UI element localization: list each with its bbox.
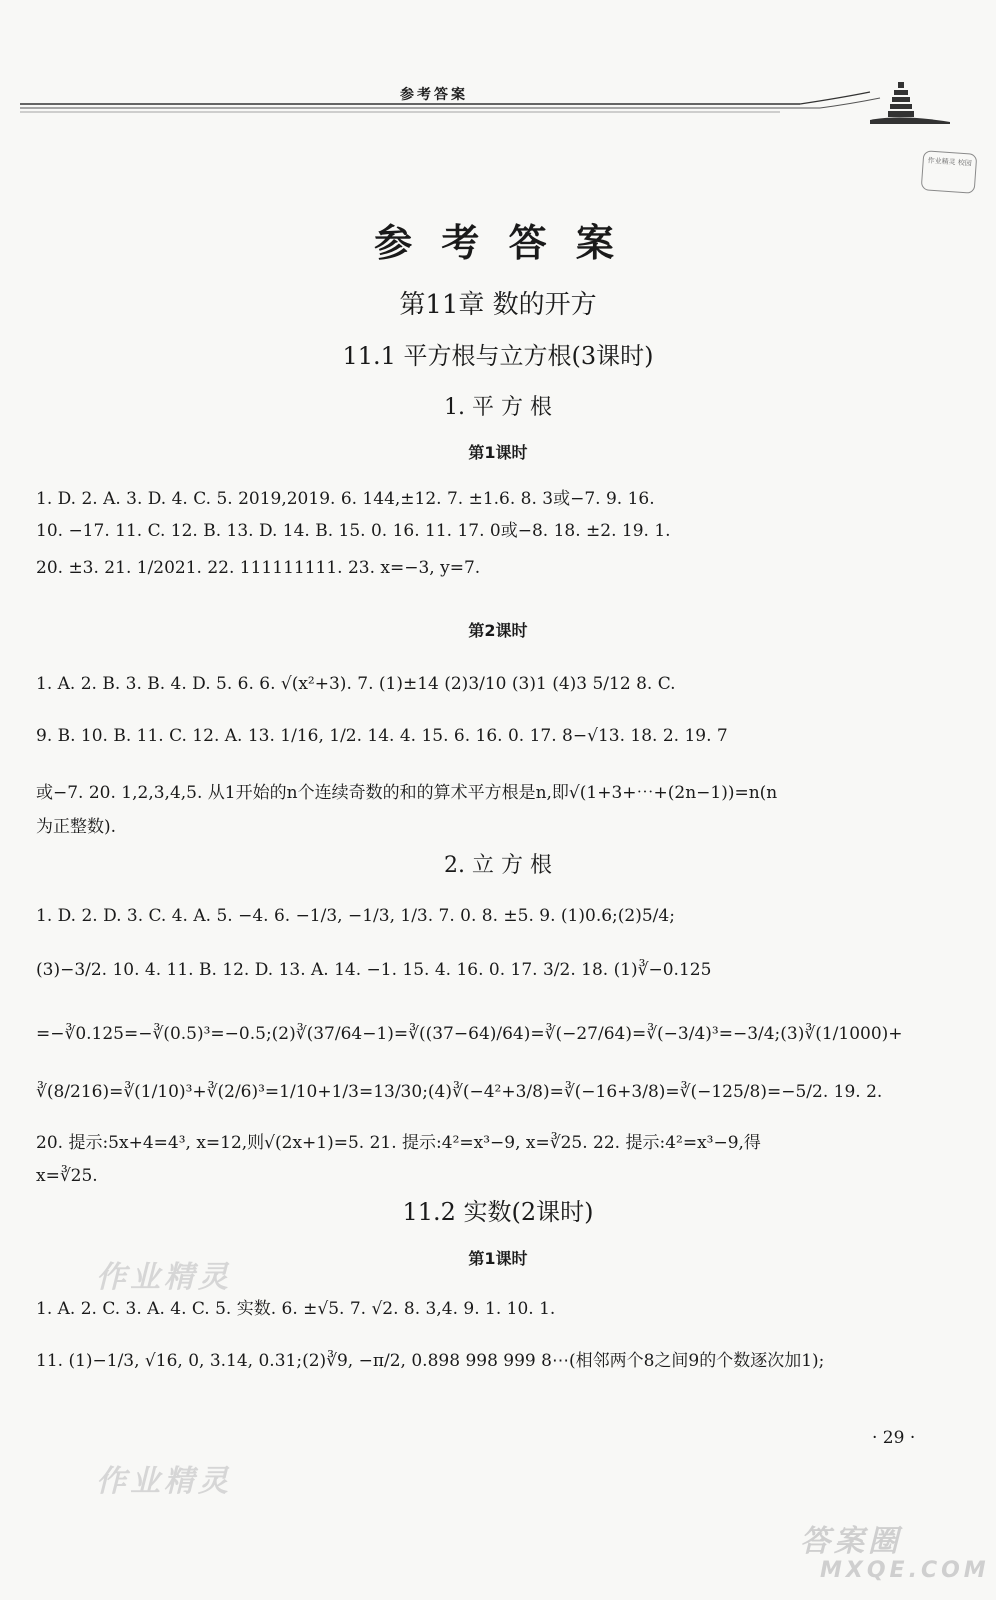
watermark-site: MXQE.COM (820, 1558, 990, 1583)
answer-line: 11. (1)−1/3, √16, 0, 3.14, 0.31;(2)∛9, −π/2, 0.898 998 999 8⋯(相邻两个8之间9的个数逐次加1); (36, 1351, 825, 1371)
answer-line: 1. D. 2. A. 3. D. 4. C. 5. 2019,2019. 6. 144,±12. 7. ±1.6. 8. 3或−7. 9. 16. (36, 489, 655, 509)
pagoda-icon (870, 82, 950, 124)
answer-line: (3)−3/2. 10. 4. 11. B. 12. D. 13. A. 14. −1. 15. 4. 16. 0. 17. 3/2. 18. (1)∛−0.125 (36, 960, 712, 980)
answer-line: x=∛25. (36, 1166, 98, 1186)
page-number: · 29 · (872, 1428, 916, 1448)
subsection-cube-root: 2. 立 方 根 (444, 853, 552, 878)
answer-line: 10. −17. 11. C. 12. B. 13. D. 14. B. 15. 0. 16. 11. 17. 0或−8. 18. ±2. 19. 1. (36, 521, 671, 541)
answer-line: 1. D. 2. D. 3. C. 4. A. 5. −4. 6. −1/3, −1/3, 1/3. 7. 0. 8. ±5. 9. (1)0.6;(2)5/4; (36, 906, 675, 926)
running-head: 参考答案 (400, 87, 468, 103)
answer-line: =−∛0.125=−∛(0.5)³=−0.5;(2)∛(37/64−1)=∛((37−64)/64)=∛(−27/64)=∛(−3/4)³=−3/4;(3)∛(1/1000)+ (36, 1024, 903, 1044)
chapter-title: 第11章 数的开方 (399, 290, 597, 320)
answer-line: 或−7. 20. 1,2,3,4,5. 从1开始的n个连续奇数的和的算术平方根是n,即√(1+3+⋯+(2n−1))=n(n (36, 783, 778, 803)
answer-line: 20. ±3. 21. 1/2021. 22. 111111111. 23. x=−3, y=7. (36, 558, 481, 578)
watermark: 作业精灵 (96, 1260, 232, 1295)
subsection-square-root: 1. 平 方 根 (444, 395, 552, 420)
page-title: 参 考 答 案 (374, 220, 622, 265)
watermark: 作业精灵 (96, 1464, 232, 1499)
section-title-11-2: 11.2 实数(2课时) (402, 1198, 594, 1226)
answer-line: 1. A. 2. C. 3. A. 4. C. 5. 实数. 6. ±√5. 7. √2. 8. 3,4. 9. 1. 10. 1. (36, 1299, 556, 1319)
answer-line: 1. A. 2. B. 3. B. 4. D. 5. 6. 6. √(x²+3). 7. (1)±14 (2)3/10 (3)1 (4)3 5/12 8. C. (36, 674, 676, 694)
lesson-heading: 第1课时 (468, 443, 528, 462)
header-decoration (20, 78, 960, 138)
answer-line: ∛(8/216)=∛(1/10)³+∛(2/6)³=1/10+1/3=13/30;(4)∛(−4²+3/8)=∛(−16+3/8)=∛(−125/8)=−5/2. 19. 2. (36, 1082, 883, 1102)
answer-line: 9. B. 10. B. 11. C. 12. A. 13. 1/16, 1/2. 14. 4. 15. 6. 16. 0. 17. 8−√13. 18. 2. 19. 7 (36, 726, 728, 746)
answer-line: 为正整数). (36, 817, 117, 837)
lesson-heading: 第2课时 (468, 621, 528, 640)
section-title-11-1: 11.1 平方根与立方根(3课时) (342, 342, 654, 370)
homework-stamp: 作业精灵 校园 (921, 150, 978, 194)
lesson-heading: 第1课时 (468, 1249, 528, 1268)
answer-line: 20. 提示:5x+4=4³, x=12,则√(2x+1)=5. 21. 提示:4²=x³−9, x=∛25. 22. 提示:4²=x³−9,得 (36, 1133, 761, 1153)
watermark-logo: 答案圈 (800, 1524, 902, 1559)
